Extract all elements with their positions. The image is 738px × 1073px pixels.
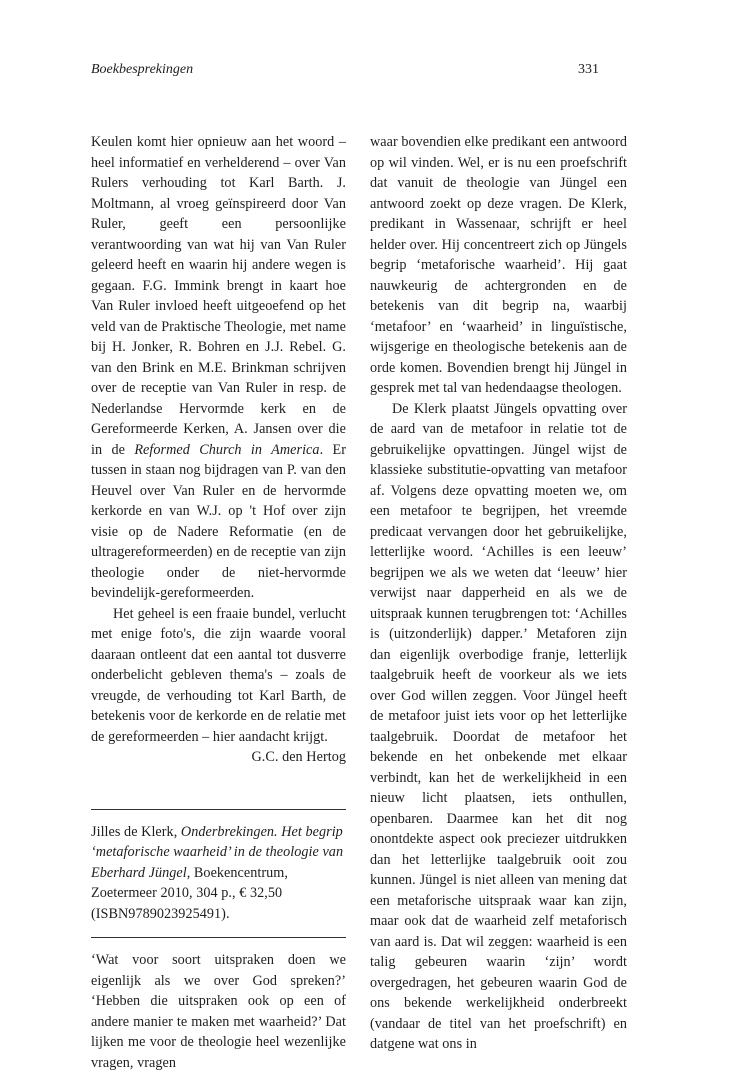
left-column xyxy=(91,132,346,1073)
review-paragraph-3: ‘Wat voor soort uitspraken doen we eigenlijk als we over God spreken?’ ‘Hebben die uitspraken ook op een of andere manier te maken met waarheid?’ Dat lijken me voor de theologie heel wezenlijke vragen, vragen xyxy=(91,952,346,1071)
review-text: . Er tussen in staan nog bijdragen van P. van den Heuvel over Van Ruler en de hervormde kerkorde en van W.J. op 't Hof over zijn visie op de Nadere Reformatie (en de ultragereformeerden) en de receptie van zijn theologie onder de niet-hervormde bevindelijk-gereformeerden. xyxy=(91,441,346,601)
right-column xyxy=(370,132,627,1055)
review-paragraph-2: Het geheel is een fraaie bundel, verlucht met enige foto's, die zijn waarde vooral daaraan ontleent dat een aantal tot dusverre onderbelicht gebleven thema's – zoals de vreugde, de verhouding tot Karl Barth, de betekenis voor de kerkorde en de relatie met de gereformeerden – hier aandacht krijgt. xyxy=(91,605,346,745)
review-paragraph-1 xyxy=(91,132,346,604)
divider-bottom xyxy=(91,937,346,938)
review-text: Keulen komt hier opnieuw aan het woord – heel informatief en verhelderend – over Van Rulers verhouding tot Karl Barth. J. Moltmann, al vroeg geïnspireerd door Van Ruler, geeft een persoonlijke verantwoording van wat hij van Van Ruler geleerd heeft en waarin hij andere wegen is gegaan. F.G. Immink brengt in kaart hoe Van Ruler invloed heeft uitgeoefend op het veld van de Praktische Theologie, met name bij H. Jonker, R. Bohren en J.J. Rebel. G. van den Brink en M.E. Brinkman schrijven over de receptie van Van Ruler in resp. de Nederlandse Hervormde kerk en de Gereformeerde Kerken, A. Jansen over die in de xyxy=(91,134,346,458)
book-reference xyxy=(91,822,346,925)
review-paragraph-5: De Klerk plaatst Jüngels opvatting over de aard van de metafoor in relatie tot de gebruikelijke opvattingen. Jüngel wijst de klassieke substitutie-opvatting van metafoor af. Volgens deze opvatting moeten we, om een metafoor te begrijpen, het vreemde predicaat vervangen door het gebruikelijke, letterlijke woord. ‘Achilles is een leeuw’ begrijpen we als we weten dat ‘leeuw’ hier verwijst naar dapperheid en als we de uitspraak kunnen terugbrengen tot: ‘Achilles is (uitzonderlijk) dapper.’ Metaforen zijn dan eigenlijk overbodige franje, letterlijk taalgebruik heeft de voorkeur als we iets over God willen zeggen. Voor Jüngel heeft de metafoor juist iets voor op het letterlijke taalgebruik. Doordat de metafoor het bekende en het onbekende met elkaar verbindt, kan het de werkelijkheid in een nieuw licht plaatsen, iets onthullen, openbaren. Daarmee kan het dit nog onontdekte aspect ook preciezer uitdrukken dan het letterlijke taalgebruik ooit zou kunnen. Jüngel is niet alleen van mening dat een metaforische uitspraak waar kan zijn, maar ook dat de waarheid zelf metaforisch van aard is. Dat wil zeggen: waarheid is een talig gebeuren waarin ‘zijn’ wordt overgedragen, het gebeuren waarin God de ons bekende werkelijkheid onderbreekt (vandaar de titel van het proefschrift) en datgene wat ons in xyxy=(370,400,627,1052)
italic-title: Reformed Church in America xyxy=(134,441,320,458)
book-publication: , Boekencentrum, Zoetermeer 2010, 304 p., € 32,50 (ISBN9789023925491). xyxy=(91,864,288,922)
book-title: Onderbrekingen. Het begrip ‘metaforische waarheid’ in de theologie van Eberhard Jüngel xyxy=(91,823,344,881)
section-title: Boekbesprekingen xyxy=(91,62,194,77)
reviewer-signature: G.C. den Hertog xyxy=(251,749,346,765)
running-header xyxy=(91,62,599,84)
divider-top xyxy=(91,809,346,810)
book-author: Jilles de Klerk, xyxy=(91,823,181,840)
page-number: 331 xyxy=(578,62,599,77)
review-paragraph-4: waar bovendien elke predikant een antwoord op wil vinden. Wel, er is nu een proefschrift dat vanuit de theologie van Jüngel een antwoord zoekt op deze vragen. De Klerk, predikant in Wassenaar, schrijft er heel helder over. Hij concentreert zich op Jüngels begrip ‘metaforische waarheid’. Hij gaat nauwkeurig de achtergronden en de betekenis van dit begrip na, waarbij ‘metafoor’ en ‘waarheid’ in linguïstische, wijsgerige en theologische betekenis aan de orde komen. Bovendien brengt hij Jüngel in gesprek met tal van hedendaagse theologen. xyxy=(370,134,627,396)
